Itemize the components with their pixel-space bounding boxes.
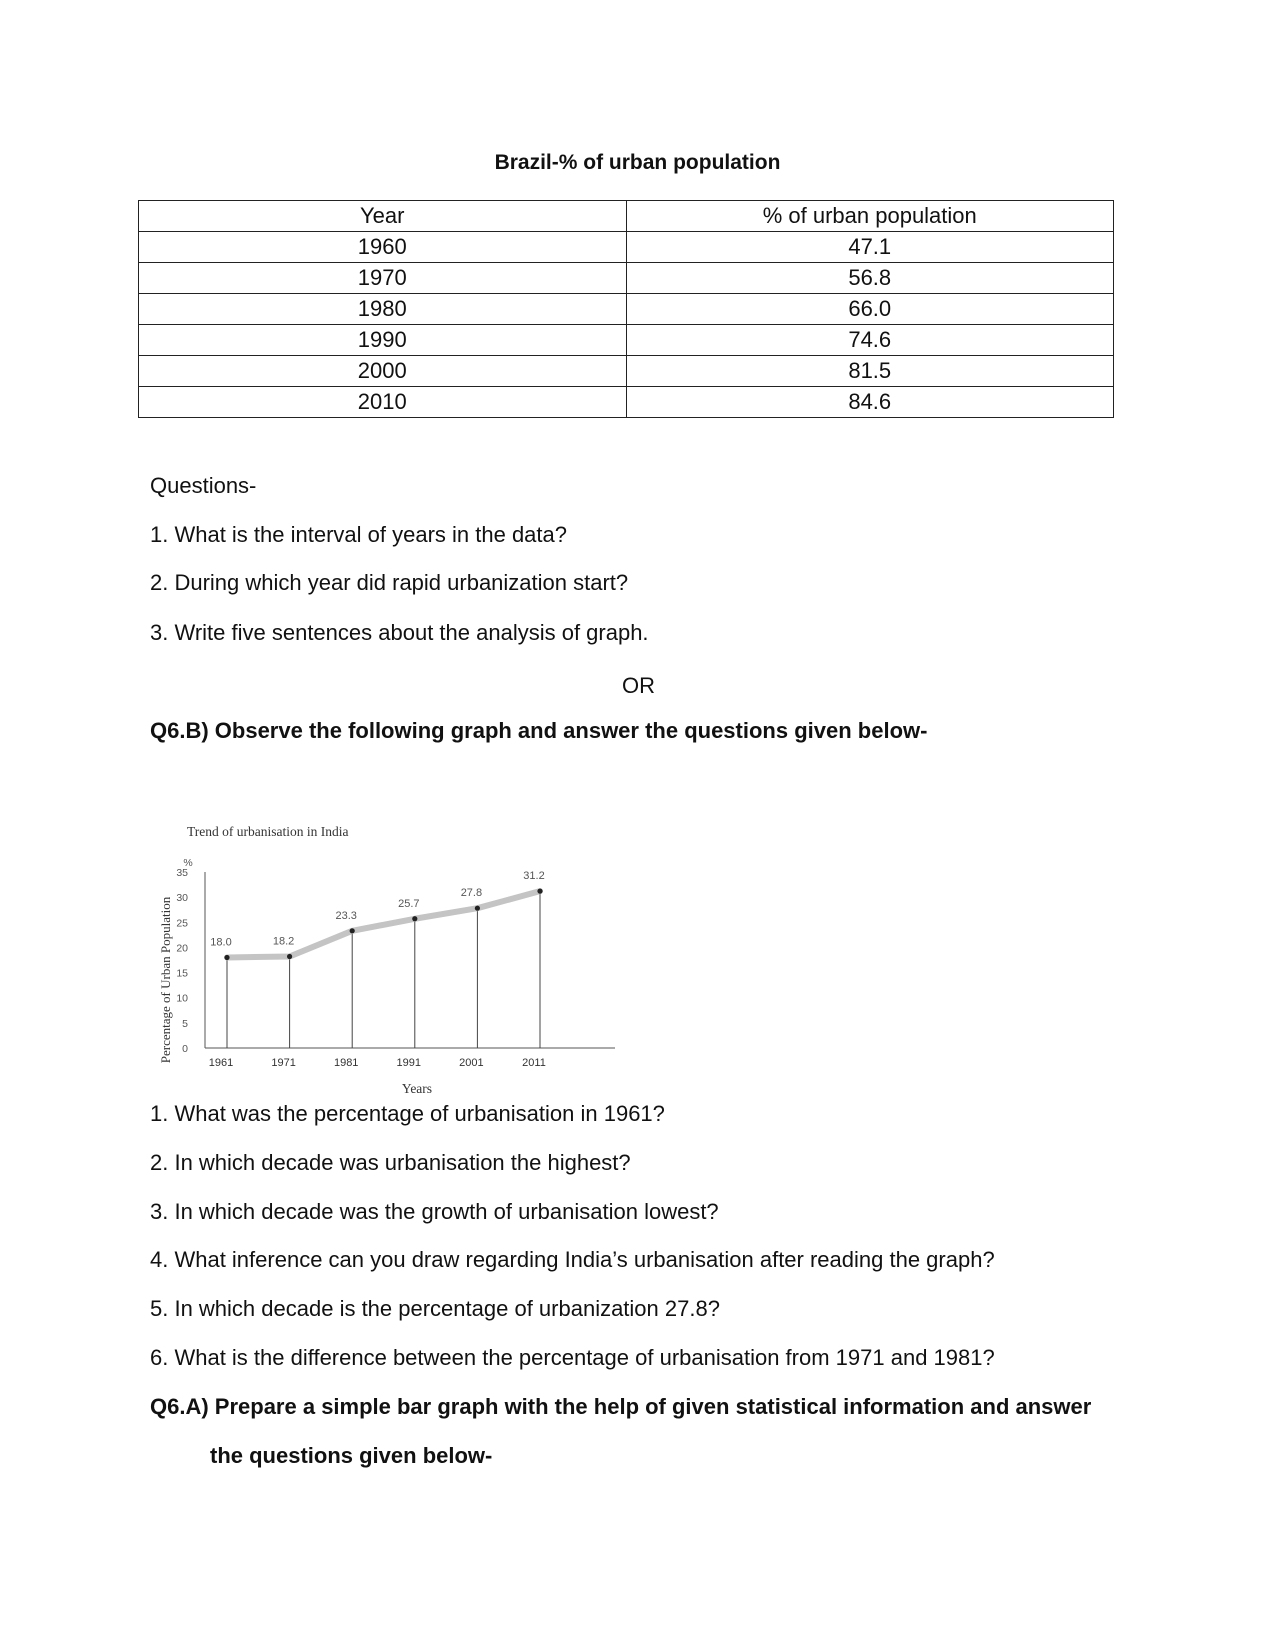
y-tick-label: 15 — [176, 967, 188, 980]
y-tick-label: 30 — [176, 892, 188, 905]
table-title: Brazil-% of urban population — [494, 151, 781, 174]
q6a-heading-line-1: Q6.A) Prepare a simple bar graph with the help of given statistical information and answer — [150, 1394, 1092, 1419]
x-tick-label: 1981 — [333, 1057, 359, 1069]
y-tick-label: 25 — [176, 917, 188, 930]
x-tick-label: 2001 — [459, 1057, 484, 1069]
cell-percent: 47.1 — [626, 232, 1114, 263]
data-point — [350, 928, 355, 933]
cell-year: 1990 — [139, 325, 627, 356]
value-labels — [210, 870, 544, 948]
table-row — [139, 387, 1114, 418]
cell-percent: 81.5 — [626, 356, 1114, 387]
y-unit-label: % — [183, 857, 193, 869]
y-tick-label: 5 — [182, 1017, 188, 1030]
cell-percent: 74.6 — [626, 325, 1114, 356]
y-tick-label: 0 — [182, 1043, 188, 1055]
value-label: 27.8 — [460, 887, 483, 900]
x-tick-label: 1991 — [396, 1057, 422, 1069]
cell-percent: 66.0 — [626, 294, 1114, 325]
data-point — [475, 906, 480, 911]
question-b-6: 6. What is the difference between the percentage of urbanisation from 1971 and 1981? — [150, 1345, 995, 1370]
data-point — [412, 916, 417, 921]
table-row — [139, 232, 1114, 263]
value-label: 18.2 — [272, 935, 295, 948]
y-axis-label: Percentage of Urban Population — [158, 896, 173, 1064]
header-year: Year — [139, 201, 627, 232]
cell-year: 1980 — [139, 294, 627, 325]
series-line — [227, 891, 540, 957]
x-tick-label: 1961 — [208, 1057, 234, 1069]
cell-percent: 84.6 — [626, 387, 1114, 418]
x-tick-label: 1971 — [271, 1057, 296, 1069]
question-a-1: 1. What is the interval of years in the data? — [150, 522, 568, 547]
data-point — [537, 889, 542, 894]
or-separator: OR — [622, 673, 655, 698]
y-tick-label: 20 — [176, 942, 188, 955]
table-row — [139, 356, 1114, 387]
drop-lines — [227, 891, 540, 1048]
value-label: 18.0 — [210, 936, 232, 949]
q6b-heading: Q6.B) Observe the following graph and answer the questions given below- — [150, 718, 928, 743]
cell-year: 2000 — [139, 356, 627, 387]
question-b-2: 2. In which decade was urbanisation the highest? — [150, 1150, 631, 1175]
question-b-3: 3. In which decade was the growth of urbanisation lowest? — [150, 1199, 719, 1224]
cell-year: 1970 — [139, 263, 627, 294]
cell-percent: 56.8 — [626, 263, 1114, 294]
x-tick-labels — [209, 1057, 546, 1069]
q6a-heading-line-2: the questions given below- — [210, 1443, 493, 1468]
table-row — [139, 263, 1114, 294]
table-header-row — [139, 201, 1114, 232]
header-urban-percent: % of urban population — [626, 201, 1114, 232]
question-b-4: 4. What inference can you draw regarding India’s urbanisation after reading the graph? — [150, 1247, 995, 1272]
value-label: 25.7 — [398, 897, 420, 910]
table-row — [139, 294, 1114, 325]
x-tick-label: 2011 — [522, 1057, 546, 1069]
value-label: 31.2 — [523, 870, 545, 883]
y-tick-label: 10 — [176, 992, 188, 1005]
cell-year: 2010 — [139, 387, 627, 418]
x-axis-label: Years — [401, 1081, 433, 1096]
table-row — [139, 325, 1114, 356]
y-tick-label: 35 — [176, 867, 188, 879]
questions-heading: Questions- — [150, 473, 257, 498]
data-point — [224, 955, 229, 960]
question-b-1: 1. What was the percentage of urbanisation in 1961? — [150, 1101, 665, 1126]
y-tick-labels — [176, 867, 188, 1055]
urbanisation-line-chart — [155, 820, 635, 1095]
data-point — [287, 954, 292, 959]
question-a-2: 2. During which year did rapid urbanization start? — [150, 570, 629, 595]
value-label: 23.3 — [335, 909, 357, 922]
cell-year: 1960 — [139, 232, 627, 263]
brazil-urban-table — [138, 200, 1114, 418]
chart-title: Trend of urbanisation in India — [187, 824, 349, 839]
question-b-5: 5. In which decade is the percentage of urbanization 27.8? — [150, 1296, 720, 1321]
question-a-3: 3. Write five sentences about the analysis of graph. — [150, 620, 649, 645]
